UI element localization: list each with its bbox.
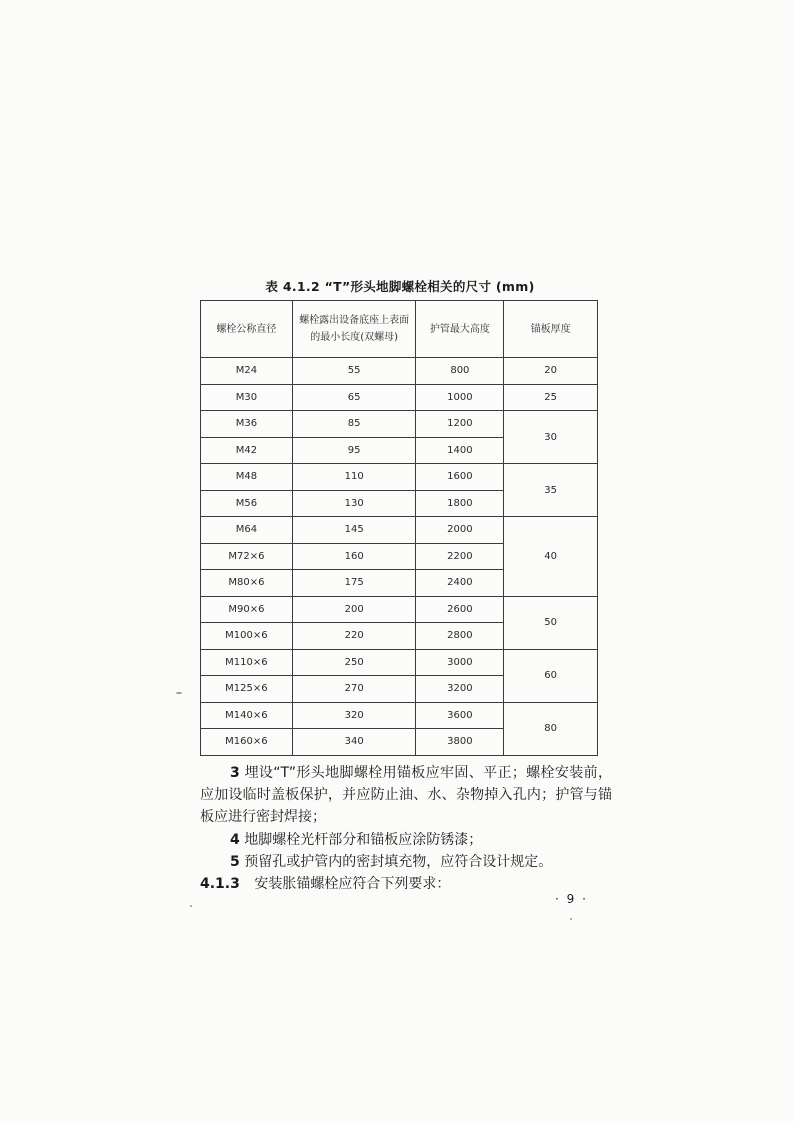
table-row <box>201 358 598 385</box>
cell-min-length: 85 <box>292 411 416 438</box>
cell-max-tube-height: 1000 <box>416 384 504 411</box>
cell-max-tube-height: 1200 <box>416 411 504 438</box>
table-row <box>201 517 598 544</box>
table-header-row <box>201 301 598 358</box>
cell-nominal-diameter: M56 <box>201 490 293 517</box>
cell-max-tube-height: 1400 <box>416 437 504 464</box>
item-text: 埋设“T”形头地脚螺栓用锚板应牢固、平正；螺栓安装前，应加设临时盖板保护，并应防止油、水、杂物掉入孔内；护管与锚板应进行密封焊接； <box>200 765 612 825</box>
cell-anchor-plate-thickness: 35 <box>504 464 598 517</box>
cell-max-tube-height: 3200 <box>416 676 504 703</box>
cell-max-tube-height: 2200 <box>416 543 504 570</box>
cell-min-length: 175 <box>292 570 416 597</box>
section-4-1-3 <box>200 873 612 895</box>
cell-min-length: 160 <box>292 543 416 570</box>
cell-nominal-diameter: M42 <box>201 437 293 464</box>
header-min-length: 螺栓露出设备底座上表面的最小长度(双螺母) <box>292 301 416 358</box>
cell-nominal-diameter: M72×6 <box>201 543 293 570</box>
cell-min-length: 200 <box>292 596 416 623</box>
item-text: 预留孔或护管内的密封填充物，应符合设计规定。 <box>244 854 553 870</box>
bolt-dimension-table <box>200 300 598 756</box>
item-text: 地脚螺栓光杆部分和锚板应涂防锈漆； <box>244 832 483 848</box>
table-row <box>201 596 598 623</box>
cell-anchor-plate-thickness: 40 <box>504 517 598 597</box>
scan-speck <box>176 692 182 694</box>
cell-anchor-plate-thickness: 50 <box>504 596 598 649</box>
cell-min-length: 340 <box>292 729 416 756</box>
cell-anchor-plate-thickness: 80 <box>504 702 598 755</box>
page-number: · 9 · <box>555 892 588 906</box>
cell-min-length: 65 <box>292 384 416 411</box>
cell-min-length: 95 <box>292 437 416 464</box>
cell-max-tube-height: 2600 <box>416 596 504 623</box>
cell-min-length: 145 <box>292 517 416 544</box>
cell-nominal-diameter: M36 <box>201 411 293 438</box>
section-number: 4.1.3 <box>200 876 240 892</box>
paragraph-3 <box>200 762 612 828</box>
cell-min-length: 110 <box>292 464 416 491</box>
table-row <box>201 411 598 438</box>
scan-speck <box>190 905 192 907</box>
cell-nominal-diameter: M140×6 <box>201 702 293 729</box>
cell-min-length: 55 <box>292 358 416 385</box>
cell-nominal-diameter: M90×6 <box>201 596 293 623</box>
section-text: 安装胀锚螺栓应符合下列要求： <box>254 876 451 892</box>
cell-anchor-plate-thickness: 30 <box>504 411 598 464</box>
header-nominal-diameter: 螺栓公称直径 <box>201 301 293 358</box>
cell-min-length: 220 <box>292 623 416 650</box>
cell-nominal-diameter: M110×6 <box>201 649 293 676</box>
cell-nominal-diameter: M80×6 <box>201 570 293 597</box>
cell-nominal-diameter: M64 <box>201 517 293 544</box>
item-number: 3 <box>230 765 240 781</box>
cell-min-length: 130 <box>292 490 416 517</box>
paragraph-5 <box>200 851 612 873</box>
cell-min-length: 250 <box>292 649 416 676</box>
cell-max-tube-height: 2400 <box>416 570 504 597</box>
cell-nominal-diameter: M100×6 <box>201 623 293 650</box>
paragraph-4 <box>200 829 612 851</box>
table-row <box>201 384 598 411</box>
cell-max-tube-height: 3000 <box>416 649 504 676</box>
table-row <box>201 464 598 491</box>
cell-max-tube-height: 800 <box>416 358 504 385</box>
cell-max-tube-height: 3600 <box>416 702 504 729</box>
cell-max-tube-height: 2800 <box>416 623 504 650</box>
item-number: 4 <box>230 832 240 848</box>
table-row <box>201 649 598 676</box>
cell-min-length: 270 <box>292 676 416 703</box>
scan-speck <box>570 918 572 920</box>
cell-nominal-diameter: M24 <box>201 358 293 385</box>
cell-anchor-plate-thickness: 25 <box>504 384 598 411</box>
item-number: 5 <box>230 854 240 870</box>
cell-nominal-diameter: M160×6 <box>201 729 293 756</box>
cell-max-tube-height: 1600 <box>416 464 504 491</box>
table-row <box>201 702 598 729</box>
cell-nominal-diameter: M48 <box>201 464 293 491</box>
cell-min-length: 320 <box>292 702 416 729</box>
table-caption: 表 4.1.2 “T”形头地脚螺栓相关的尺寸 (mm) <box>265 279 535 294</box>
cell-anchor-plate-thickness: 60 <box>504 649 598 702</box>
cell-nominal-diameter: M125×6 <box>201 676 293 703</box>
header-anchor-plate-thickness: 锚板厚度 <box>504 301 598 358</box>
cell-max-tube-height: 3800 <box>416 729 504 756</box>
cell-nominal-diameter: M30 <box>201 384 293 411</box>
cell-anchor-plate-thickness: 20 <box>504 358 598 385</box>
header-max-tube-height: 护管最大高度 <box>416 301 504 358</box>
cell-max-tube-height: 2000 <box>416 517 504 544</box>
cell-max-tube-height: 1800 <box>416 490 504 517</box>
